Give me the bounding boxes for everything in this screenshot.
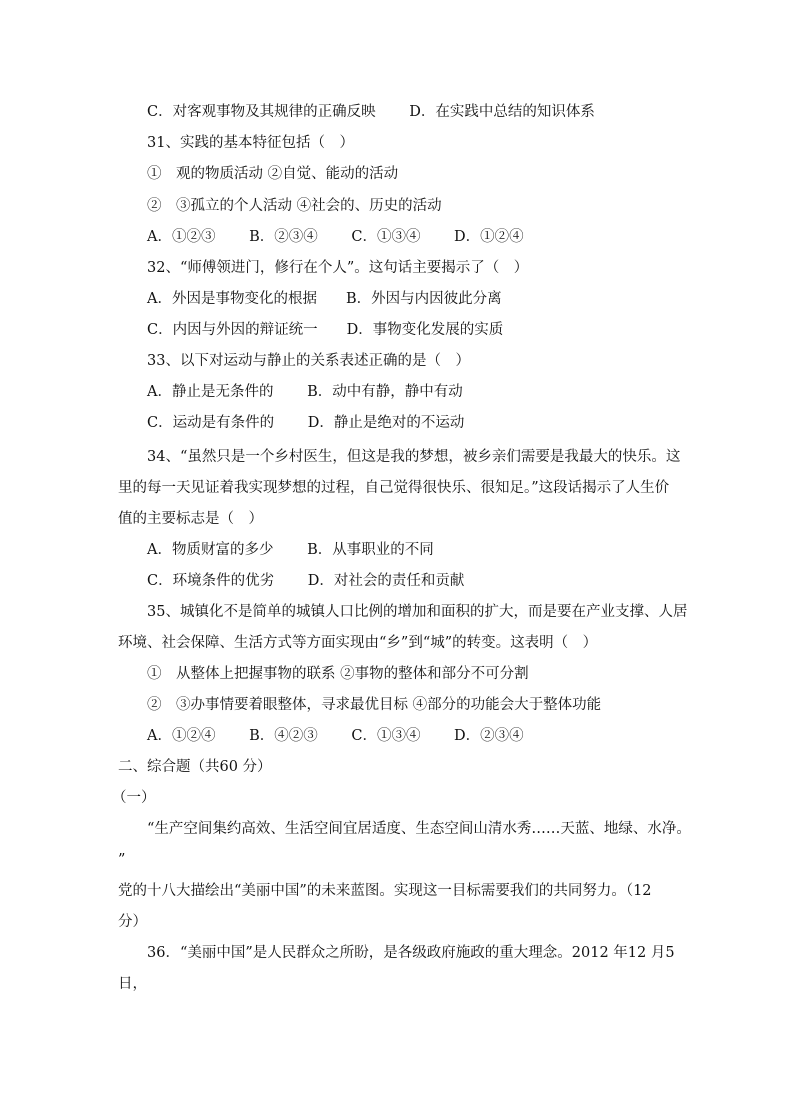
q35-stem-line-1: 35、城镇化不是简单的城镇人口比例的增加和面积的扩大，而是要在产业支撑、人居 — [147, 604, 688, 620]
q34-option-ab: A．物质财富的多少 B．从事职业的不同 — [147, 542, 434, 558]
q31-stem: 31、实践的基本特征包括（ ） — [147, 135, 354, 151]
q33-stem: 33、以下对运动与静止的关系表述正确的是（ ） — [147, 353, 470, 369]
q31-options: A．①②③ B．②③④ C．①③④ D．①②④ — [147, 229, 524, 245]
passage-line-4: 分） — [118, 914, 147, 930]
q31-statement-2: ② ③孤立的个人活动 ④社会的、历史的活动 — [147, 198, 442, 214]
q31-statement-1: ① 观的物质活动 ②自觉、能动的活动 — [147, 166, 399, 182]
q35-stem-line-2: 环境、社会保障、生活方式等方面实现由“乡”到“城”的转变。这表明（ ） — [118, 635, 598, 651]
passage-line-1: “生产空间集约高效、生活空间宜居适度、生态空间山清水秀……天蓝、地绿、水净。 — [147, 821, 691, 837]
q33-option-cd: C．运动是有条件的 D．静止是绝对的不运动 — [147, 415, 465, 431]
q30-option-cd: C．对客观事物及其规律的正确反映 D．在实践中总结的知识体系 — [147, 104, 595, 120]
q35-statement-1: ① 从整体上把握事物的联系 ②事物的整体和部分不可分割 — [147, 666, 529, 682]
q34-option-cd: C．环境条件的优劣 D．对社会的责任和贡献 — [147, 573, 465, 589]
q34-stem-line-1: 34、“虽然只是一个乡村医生，但这是我的梦想，被乡亲们需要是我最大的快乐。这 — [147, 449, 681, 465]
passage-line-3: 党的十八大描绘出“美丽中国”的未来蓝图。实现这一目标需要我们的共同努力。（12 — [118, 883, 652, 899]
subsection-1-heading: （一） — [112, 790, 156, 806]
section-2-heading: 二、综合题（共60 分） — [118, 759, 272, 775]
q32-stem: 32、“师傅领进门，修行在个人”。这句话主要揭示了（ ） — [147, 260, 529, 276]
q34-stem-line-2: 里的每一天见证着我实现梦想的过程，自己觉得很快乐、很知足。”这段话揭示了人生价 — [118, 480, 670, 496]
passage-line-2: ” — [118, 852, 126, 868]
q33-option-ab: A．静止是无条件的 B．动中有静，静中有动 — [147, 384, 463, 400]
q36-stem-line-1: 36．“美丽中国”是人民群众之所盼，是各级政府施政的重大理念。2012 年12 月5 — [147, 945, 675, 961]
q35-statement-2: ② ③办事情要着眼整体，寻求最优目标 ④部分的功能会大于整体功能 — [147, 697, 602, 713]
q34-stem-line-3: 值的主要标志是（ ） — [118, 511, 263, 527]
q35-options: A．①②④ B．④②③ C．①③④ D．②③④ — [147, 728, 524, 744]
q32-option-ab: A．外因是事物变化的根据 B．外因与内因彼此分离 — [147, 291, 502, 307]
q36-stem-line-2: 日， — [118, 976, 147, 992]
q32-option-cd: C．内因与外因的辩证统一 D．事物变化发展的实质 — [147, 322, 504, 338]
